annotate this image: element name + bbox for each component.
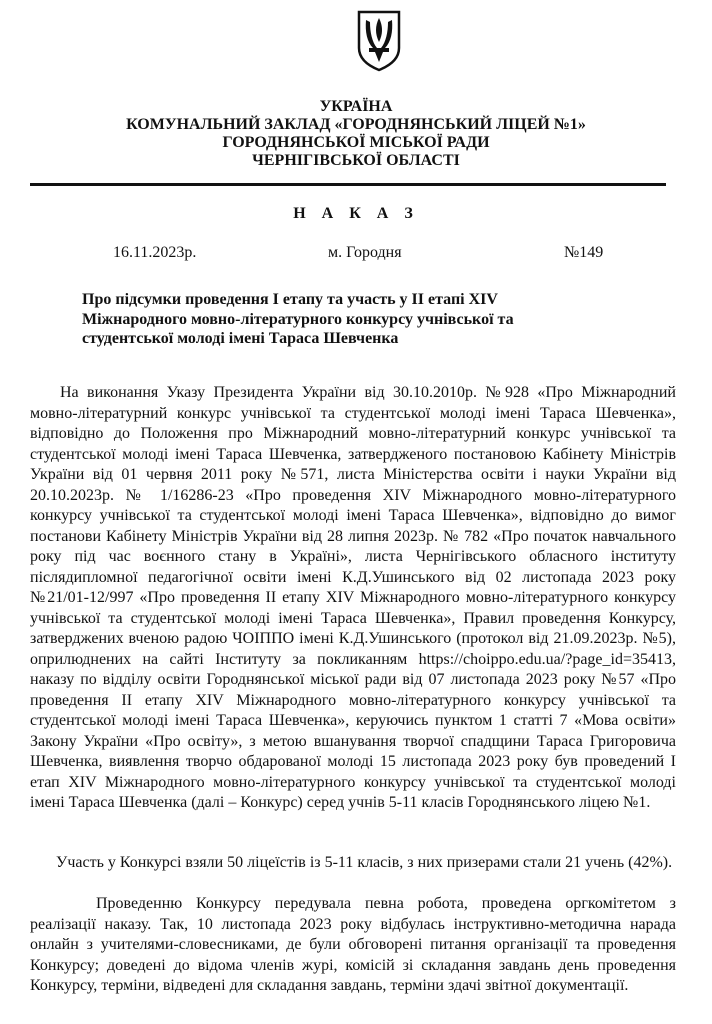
council-name: ГОРОДНЯНСЬКОЇ МІСЬКОЇ РАДИ [222, 134, 490, 151]
body-paragraph-2: Участь у Конкурсі взяли 50 ліцеїстів із 5-11 класів, з них призерами стали 21 учень (42%). [56, 854, 673, 871]
order-date: 16.11.2023р. [113, 244, 197, 261]
order-subject: Про підсумки проведення І етапу та участь у ІІ етапі XIV Міжнародного мовно-літературного конкурсу учнівської та студентської молоді імені Тараса Шевченка [82, 291, 514, 347]
order-city: м. Городня [328, 244, 402, 261]
country-name: УКРАЇНА [319, 98, 393, 115]
header-divider [30, 183, 666, 186]
body-paragraph-1: На виконання Указу Президента України від 30.10.2010р. №928 «Про Міжнародний мовно-літературний конкурс учнівської та студентської молоді імені Тараса Шевченка», відповідно до Положення про Міжнародний мовно-літературний конкурс учнівської та студентської молоді імені Тараса Шевченка, затвердженого постановою Кабінету Міністрів України від 01 червня 2011 року №571, листа Міністерства освіти і науки України від 20.10.2023р. № 1/16286-23 «Про проведення XIV Міжнародного мовно-літературного конкурсу учнівської та студентської молоді імені Тараса Шевченка», відповідно до вимог постанови Кабінету Міністрів України від 28 липня 2023р. № 782 «Про початок навчального року під час воєнного стану в Україні», листа Чернігівського обласного інституту післядипломної педагогічної освіти імені К.Д.Ушинського від 02 листопада 2023 року №21/01-12/997 «Про проведення ІІ етапу XIV Міжнародного мовно-літературного конкурсу учнівської та студентської молоді імені Тараса Шевченка», Правил проведення Конкурсу, затверджених вченою радою ЧОІППО імені К.Д.Ушинського (протокол від 21.09.2023р. №5), оприлюднених на сайті Інституту за покликанням https://choippo.edu.ua/?page_id=35413, наказу по відділу освіти Городнянської міської ради від 07 листопада 2023 року №57 «Про проведення ІІ етапу XIV Міжнародного мовно-літературного конкурсу учнівської та студентської молоді імені Тараса Шевченка», керуючись пунктом 1 статті 7 «Мова освіти» Закону України «Про освіту», з метою вшанування творчої спадщини Тараса Григоровича Шевченка, виявлення творчо обдарованої молоді 15 листопада 2023 року був проведений І етап XIV Міжнародного мовно-літературного конкурсу учнівської та студентської молоді імені Тараса Шевченка (далі – Конкурс) серед учнів 5-11 класів Городнянського ліцею №1. [30, 384, 676, 811]
order-number: №149 [564, 244, 604, 261]
region-name: ЧЕРНІГІВСЬКОЇ ОБЛАСТІ [252, 152, 460, 169]
institution-name: КОМУНАЛЬНИЙ ЗАКЛАД «ГОРОДНЯНСЬКИЙ ЛІЦЕЙ №1» [126, 116, 586, 133]
document-title: Н А К А З [293, 205, 419, 222]
trident-coat-of-arms-icon [357, 8, 401, 72]
body-paragraph-3: Проведенню Конкурсу передувала певна робота, проведена оргкомітетом з реалізації наказу. Так, 10 листопада 2023 року відбулась інструктивно-методична нарада онлайн з учителями-словесниками, де були обговорені питання організації та проведення Конкурсу; доведені до відома членів журі, комісій зі складання завдань день проведення Конкурсу, терміни, відведені для складання завдань, терміни здачі звітної документації. [30, 895, 676, 994]
